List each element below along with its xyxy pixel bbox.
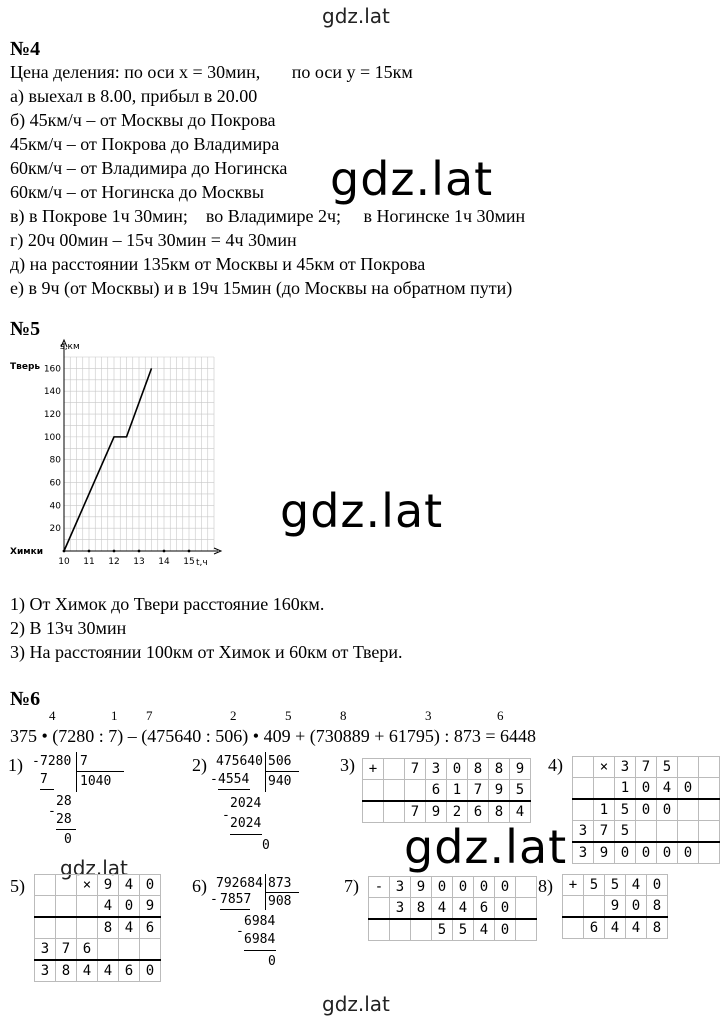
task4-line: 45км/ч – от Покрова до Владимира — [10, 134, 280, 154]
column-addition-3: + 7 3 0 8 8 9 6 1 7 9 5 7 9 2 6 8 4 — [362, 758, 531, 823]
y-tick-label: 20 — [49, 524, 61, 535]
column-multiplication-4: × 3 7 5 1 0 4 0 1 5 0 0 3 7 5 3 9 0 0 0 0 — [572, 756, 720, 864]
x-tick-label: 13 — [133, 557, 145, 567]
watermark-mid3: gdz.lat — [404, 820, 568, 874]
step-label: 5) — [10, 876, 25, 896]
step-label: 3) — [340, 755, 355, 775]
x-tick-mark — [188, 550, 191, 553]
order-mark: 4 — [49, 708, 56, 723]
task6-expression: 375 • (7280 : 7) – (475640 : 506) • 409 + (730889 + 61795) : 873 = 6448 — [10, 726, 537, 746]
step-label: 2) — [192, 755, 207, 775]
y-tick-label: 100 — [43, 432, 61, 443]
x-tick-label: 10 — [58, 557, 70, 567]
y-axis-bottom-label: Химки — [10, 547, 44, 557]
step-label: 4) — [548, 755, 563, 775]
y-axis-label: s,км — [60, 342, 80, 352]
y-tick-label: 60 — [49, 478, 61, 489]
x-tick-label: 15 — [183, 557, 195, 567]
step-label: 7) — [344, 876, 359, 896]
x-tick-label: 14 — [158, 557, 170, 567]
task4-line: в) в Покрове 1ч 30мин; во Владимире 2ч; в Ногинске 1ч 30мин — [10, 206, 526, 226]
distance-time-chart — [8, 335, 228, 575]
watermark-mid1: gdz.lat — [330, 152, 494, 206]
y-tick-label: 160 — [43, 364, 61, 375]
task4-line: г) 20ч 00мин – 15ч 30мин = 4ч 30мин — [10, 230, 297, 250]
y-tick-label: 120 — [43, 410, 61, 421]
order-mark: 3 — [425, 708, 432, 723]
y-axis-top-label: Тверь — [10, 362, 41, 372]
task5-answer: 3) На расстоянии 100км от Химок и 60км от Твери. — [10, 642, 403, 662]
order-mark: 6 — [497, 708, 504, 723]
task6-title: №6 — [10, 688, 41, 710]
watermark-mid2: gdz.lat — [280, 484, 444, 538]
task4-line: Цена деления: по оси x = 30мин, по оси y = 15км — [10, 62, 413, 82]
x-tick-mark — [163, 550, 166, 553]
task5-title: №5 — [10, 318, 41, 340]
task4-line: б) 45км/ч – от Москвы до Покрова — [10, 110, 276, 130]
order-mark: 8 — [340, 708, 347, 723]
order-mark: 5 — [285, 708, 292, 723]
watermark-bottom: gdz.lat — [322, 992, 390, 1016]
task4-line: 60км/ч – от Ногинска до Москвы — [10, 182, 264, 202]
step-label: 8) — [538, 876, 553, 896]
step-label: 1) — [8, 755, 23, 775]
order-mark: 7 — [146, 708, 153, 723]
x-tick-mark — [138, 550, 141, 553]
y-tick-label: 140 — [43, 387, 61, 398]
column-multiplication-5: × 9 4 0 4 0 9 8 4 6 3 7 6 3 8 4 4 6 0 — [34, 874, 161, 982]
order-mark: 1 — [111, 708, 118, 723]
order-mark: 2 — [230, 708, 237, 723]
watermark-top: gdz.lat — [322, 4, 390, 28]
task5-answer: 2) В 13ч 30мин — [10, 618, 127, 638]
y-tick-label: 80 — [49, 455, 61, 466]
long-division-6: 792684 873 908 - 7857 6984 - 6984 0 — [216, 874, 326, 974]
x-axis-label: t,ч — [196, 558, 208, 568]
x-tick-mark — [88, 550, 91, 553]
column-addition-8: + 5 5 4 0 9 0 8 6 4 4 8 — [562, 874, 668, 939]
step-label: 6) — [192, 876, 207, 896]
task4-title: №4 — [10, 38, 41, 60]
y-tick-label: 40 — [49, 501, 61, 512]
task4-line: д) на расстоянии 135км от Москвы и 45км от Покрова — [10, 254, 426, 274]
column-subtraction-7: - 3 9 0 0 0 0 3 8 4 4 6 0 5 5 4 0 — [368, 876, 537, 941]
long-division-1: - 7280 7 1040 7 28 - 28 0 — [32, 752, 132, 852]
watermark-small: gdz.lat — [60, 856, 128, 880]
long-division-2: 475640 506 940 - 4554 2024 - 2024 0 — [216, 752, 326, 862]
x-tick-mark — [113, 550, 116, 553]
x-tick-label: 12 — [108, 557, 120, 567]
task5-answers — [10, 592, 402, 664]
task5-answer: 1) От Химок до Твери расстояние 160км. — [10, 594, 325, 614]
x-tick-label: 11 — [83, 557, 95, 567]
task4-line: е) в 9ч (от Москвы) и в 19ч 15мин (до Москвы на обратном пути) — [10, 278, 513, 298]
task4-line: 60км/ч – от Владимира до Ногинска — [10, 158, 288, 178]
task4-line: а) выехал в 8.00, прибыл в 20.00 — [10, 86, 258, 106]
